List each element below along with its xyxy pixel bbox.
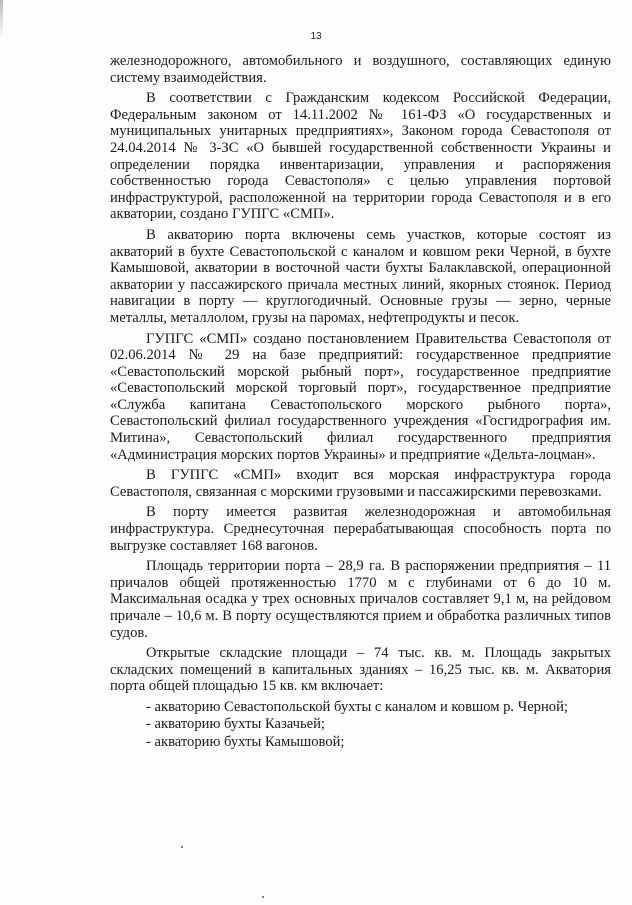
scan-speck [262,896,264,898]
scan-speck [181,846,183,848]
paragraph-infrastructure-scope: В ГУПГС «СМП» входит вся морская инфраструктура города Севастополя, связанная с морскими грузовыми и пассажирскими перевозками. [110,467,611,500]
water-area-list [110,699,611,752]
document-body [110,53,611,751]
paragraph-territory-berths: Площадь территории порта – 28,9 га. В распоряжении предприятия – 11 причалов общей протяженностью 1770 м с глубинами от 6 до 10 м. Максимальная осадка у трех основных причалов составляет 9,1 м, на рейдовом причале – 10,6 м. В порту осуществляются прием и обработка различных типов судов. [110,558,611,641]
paragraph-storage-area: Открытые складские площади – 74 тыс. кв. м. Площадь закрытых складских помещений в капитальных зданиях – 16,25 тыс. кв. м. Акватория порта общей площадью 15 кв. км включает: [110,645,611,695]
list-item: - акваторию бухты Казачьей; [146,716,325,733]
page-number: 13 [310,31,322,42]
paragraph-port-waters: В акваторию порта включены семь участков, которые состоят из акваторий в бухте Севастопольской с каналом и ковшом реки Черной, в бухте Камышовой, акватории в восточной части бухты Балаклавской, операционной акватории у пассажирского причала местных линий, якорных стоянок. Период навигации в порту — круглогодичный. Основные грузы — зерно, черные металлы, металлолом, грузы на паромах, нефтепродукты и песок. [110,226,611,326]
list-item: - акваторию Севастопольской бухты с каналом и ковшом р. Черной; [146,698,568,715]
paragraph-legal-basis: В соответствии с Гражданским кодексом Российской Федерации, Федеральным законом от 14.11.2002 № 161-ФЗ «О государственных и муниципальных унитарных предприятиях», Законом города Севастополя от 24.04.2014 № 3-ЗС «О бывшей государственной собственности Украины и определении порядка инвентаризации, управления и распоряжения собственностью города Севастополя» с целью управления портовой инфраструктурой, расположенной на территории города Севастополя и в его акватории, создано ГУПГС «СМП». [110,90,611,223]
paragraph-rail-road: В порту имеется развитая железнодорожная и автомобильная инфраструктура. Среднесуточная перерабатывающая способность порта по выгрузке составляет 168 вагонов. [110,504,611,554]
paragraph-continuation: железнодорожного, автомобильного и воздушного, составляющих единую систему взаимодействия. [110,53,611,86]
paragraph-establishment: ГУПГС «СМП» создано постановлением Правительства Севастополя от 02.06.2014 № 29 на базе предприятий: государственное предприятие «Севастопольский морской рыбный порт», государственное предприятие «Севастопольский морской торговый порт», государственное предприятие «Служба капитана Севастопольского морского рыбного порта», Севастопольский филиал государственного учреждения «Госгидрография им. Митина», Севастопольский филиал государственного предприятия «Администрация морских портов Украины» и предприятие «Дельта-лоцман». [110,330,611,463]
list-item: - акваторию бухты Камышовой; [146,733,345,750]
